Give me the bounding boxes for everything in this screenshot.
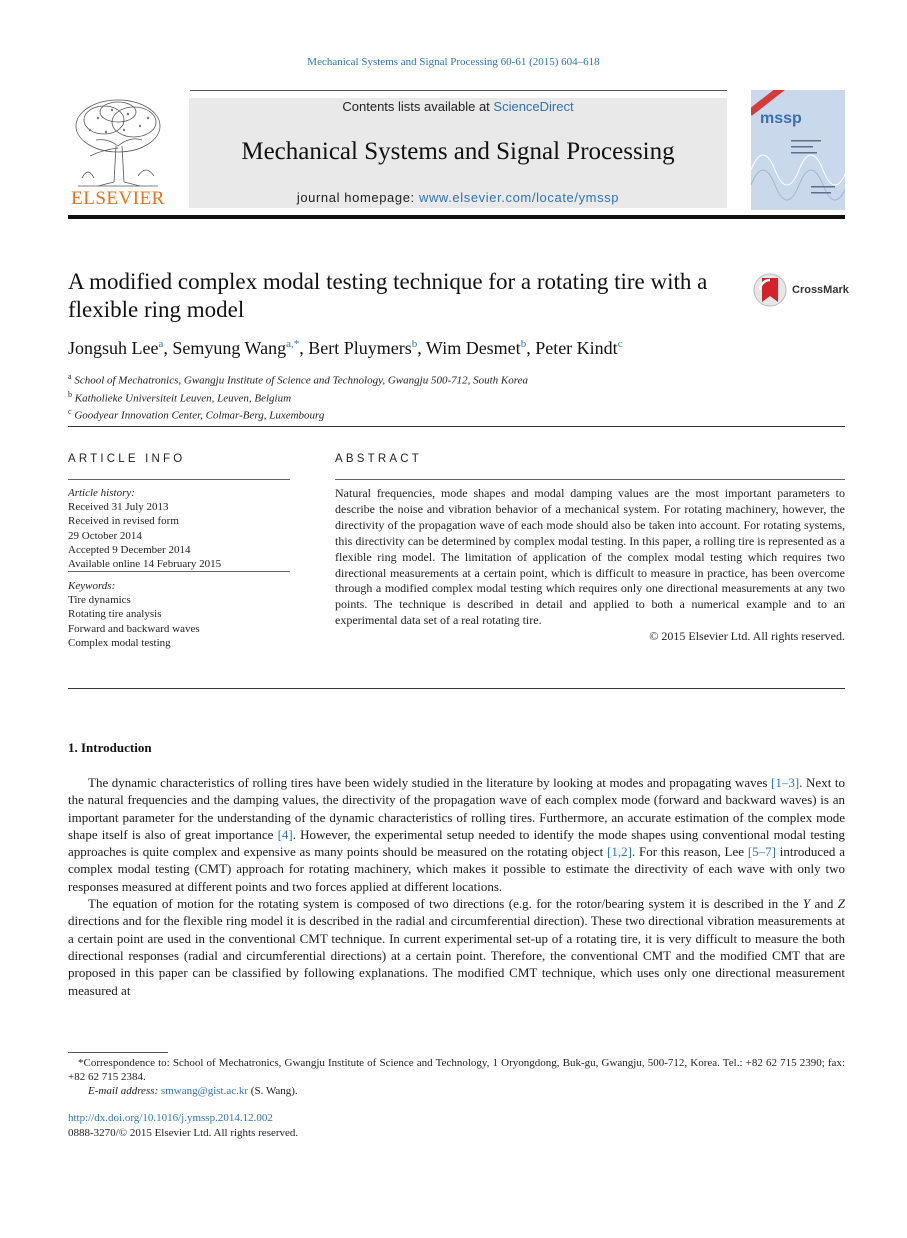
affiliation-marker: c (68, 407, 72, 417)
citation-link[interactable]: [5–7] (747, 844, 776, 860)
author-affiliation-marker[interactable]: a,* (286, 338, 300, 350)
text-run: directions and for the flexible ring model it is described in the radial and circumferential direction). These two directional vibration measurements at a certain point are used in the conventional CMT technique. In current experimental set-up of a rotating tire, it is very difficult to measure the both directional responses (radial and circumferential directions) at a certain point. Therefore, the conventional CMT and the modified CMT that are proposed in this paper can be classified by following explanations. The modified CMT technique, which uses only one directional measurement measured at (68, 913, 845, 998)
article-title: A modified complex modal testing technique for a rotating tire with a flexible ring model (68, 269, 708, 322)
footnote-rule (68, 1052, 168, 1053)
footnote-marker: * (78, 1057, 84, 1069)
abstract-body (335, 486, 845, 645)
email-label: E-mail address: (88, 1085, 161, 1098)
email-link[interactable]: smwang@gist.ac.kr (160, 1085, 249, 1098)
text-run: . For this reason, Lee (631, 844, 748, 860)
abstract-copyright: © 2015 Elsevier Ltd. All rights reserved. (649, 629, 845, 644)
paragraph (68, 774, 845, 895)
text-run: . Next to the natural frequencies and the damping values, the directivity of the propagation wave of each complex mode (forward and backward waves) is an important parameter for the understanding of the dynamic characteristics of rolling tires. Furthermore, an accurate estimation of the complex mode shape itself is also of great importance (68, 775, 846, 842)
elsevier-wordmark: ELSEVIER (71, 188, 165, 209)
keywords-heading: Keywords: (68, 580, 116, 592)
text-run: . However, the experimental setup needed to identify the mode shapes using conventional modal testing approaches is quite complex and expensive as many points should be measured on the rotating object (68, 826, 845, 860)
author-name[interactable]: Jongsuh Lee (68, 338, 159, 358)
citation-link[interactable]: [4] (277, 826, 293, 842)
affiliation (68, 388, 528, 406)
elsevier-tree-icon (68, 96, 168, 188)
math-variable: Y (802, 896, 811, 912)
author-name[interactable]: Peter Kindt (535, 338, 618, 358)
keywords (68, 579, 200, 650)
section-divider (68, 688, 845, 689)
citation-link[interactable]: [1,2] (607, 844, 632, 860)
article-info-divider (68, 571, 290, 572)
issn-copyright: 0888-3270/© 2015 Elsevier Ltd. All rights reserved. (68, 1127, 299, 1139)
cover-title: mssp (760, 110, 802, 127)
introduction-heading: 1. Introduction (68, 740, 152, 755)
text-run: The dynamic characteristics of rolling tires have been widely studied in the literature by looking at modes and propagating waves (88, 775, 772, 790)
keyword: Tire dynamics (68, 594, 131, 607)
journal-header-box (189, 98, 727, 208)
author-name[interactable]: Bert Pluymers (308, 338, 412, 358)
abstract-divider (335, 479, 845, 480)
history-item: 29 October 2014 (68, 529, 142, 542)
article-info-heading: ARTICLE INFO (68, 453, 186, 465)
contents-line (189, 99, 727, 114)
history-item: Accepted 9 December 2014 (68, 543, 191, 556)
text-run: and (810, 896, 838, 912)
affiliation-text: Goodyear Innovation Center, Colmar-Berg, Luxembourg (74, 409, 325, 422)
author-affiliation-marker[interactable]: b (411, 338, 418, 350)
journal-cover-thumbnail[interactable] (751, 90, 845, 210)
history-item: Available online 14 February 2015 (68, 558, 222, 571)
article-history (68, 486, 221, 571)
author-affiliation-marker[interactable]: c (617, 338, 623, 350)
paragraph (68, 895, 845, 999)
footnote (68, 1056, 845, 1099)
text-run: The equation of motion for the rotating system is composed of two directions (e.g. for the rotor/bearing system it is described in the (88, 896, 803, 912)
author-name[interactable]: Wim Desmet (425, 338, 521, 358)
correspondence-text: Correspondence to: School of Mechatronics, Gwangju Institute of Science and Technology, 1 Oryongdong, Buk-gu, Gwangju, 500-712, Korea. Tel.: +82 62 715 2390; fax: +82 62 715 2384. (68, 1057, 845, 1084)
correspondence-note (68, 1056, 845, 1084)
contents-prefix: Contents lists available at (342, 99, 494, 114)
sciencedirect-link[interactable]: ScienceDirect (493, 99, 574, 114)
text-run: introduced a complex modal testing (CMT) approach for rotating machinery, which makes it possible to estimate the directivity of each wave with only two responses measured at different points and two forces applied at different locations. (68, 844, 845, 894)
author-list: Jongsuh Lee$^a$, Semyung Wang$^{a,*}$, Bert Pluymers$^b$, Wim Desmet$^b$, Peter Kindt$^c$ (68, 338, 623, 358)
keyword: Forward and backward waves (68, 622, 200, 635)
affiliations (68, 370, 528, 423)
author-affiliation-marker[interactable]: b (520, 338, 527, 350)
introduction-body (68, 774, 845, 999)
crossmark-badge[interactable] (752, 272, 852, 308)
keyword: Complex modal testing (68, 636, 171, 649)
affiliation-marker: a (68, 372, 72, 381)
history-item: Received in revised form (68, 515, 179, 528)
crossmark-label: CrossMark (792, 284, 849, 296)
keyword: Rotating tire analysis (68, 608, 162, 621)
elsevier-logo[interactable] (68, 96, 168, 210)
journal-name: Mechanical Systems and Signal Processing (241, 138, 675, 165)
article-info-divider (68, 479, 290, 480)
affiliation-text: School of Mechatronics, Gwangju Institute of Science and Technology, Gwangju 500-712, South Korea (74, 374, 529, 387)
affiliation-text: Katholieke Universiteit Leuven, Leuven, Belgium (74, 392, 292, 405)
affiliation (68, 405, 528, 423)
author-name[interactable]: Semyung Wang (172, 338, 287, 358)
abstract-heading: ABSTRACT (335, 453, 422, 465)
journal-reference[interactable]: Mechanical Systems and Signal Processing 60-61 (2015) 604–618 (307, 56, 600, 68)
masthead-top-rule (190, 90, 727, 91)
affiliation (68, 370, 528, 388)
email-suffix: (S. Wang). (248, 1085, 298, 1098)
history-item: Received 31 July 2013 (68, 501, 169, 514)
crossmark-icon (752, 272, 788, 308)
history-heading: Article history: (68, 487, 135, 499)
homepage-prefix: journal homepage: (296, 190, 419, 205)
homepage-line (189, 190, 727, 205)
email-note (68, 1084, 845, 1098)
journal-homepage-link[interactable]: www.elsevier.com/locate/ymssp (418, 190, 620, 205)
doi-link[interactable]: http://dx.doi.org/10.1016/j.ymssp.2014.12.002 (68, 1112, 273, 1124)
citation-link[interactable]: [1–3] (771, 775, 800, 790)
author-affiliation-marker[interactable]: a (158, 338, 164, 350)
abstract-text: Natural frequencies, mode shapes and modal damping values are the most important parameters to describe the noise and vibration behavior of a mechanical system. For rotating machinery, however, the directivity of the propagation wave of each mode should also be taken into account. For rotating systems, this directivity can be determined by complex modal testing. In this paper, a rolling tire is represented as a flexible ring model. The limitation of application of the complex modal testing which requires two directional measurements at a certain point, which is difficult to measure in practice, has been overcome through a modified complex modal testing which requires only one directional measurements at any two points. The technique is described in detail and applied to both a numerical example and to an experimental data set of a real rotating tire. (335, 486, 845, 628)
math-variable: Z (837, 896, 845, 912)
section-divider (68, 426, 845, 427)
masthead-thick-rule (68, 215, 845, 219)
cover-wave-graphic (751, 130, 845, 210)
affiliation-marker: b (68, 389, 72, 399)
